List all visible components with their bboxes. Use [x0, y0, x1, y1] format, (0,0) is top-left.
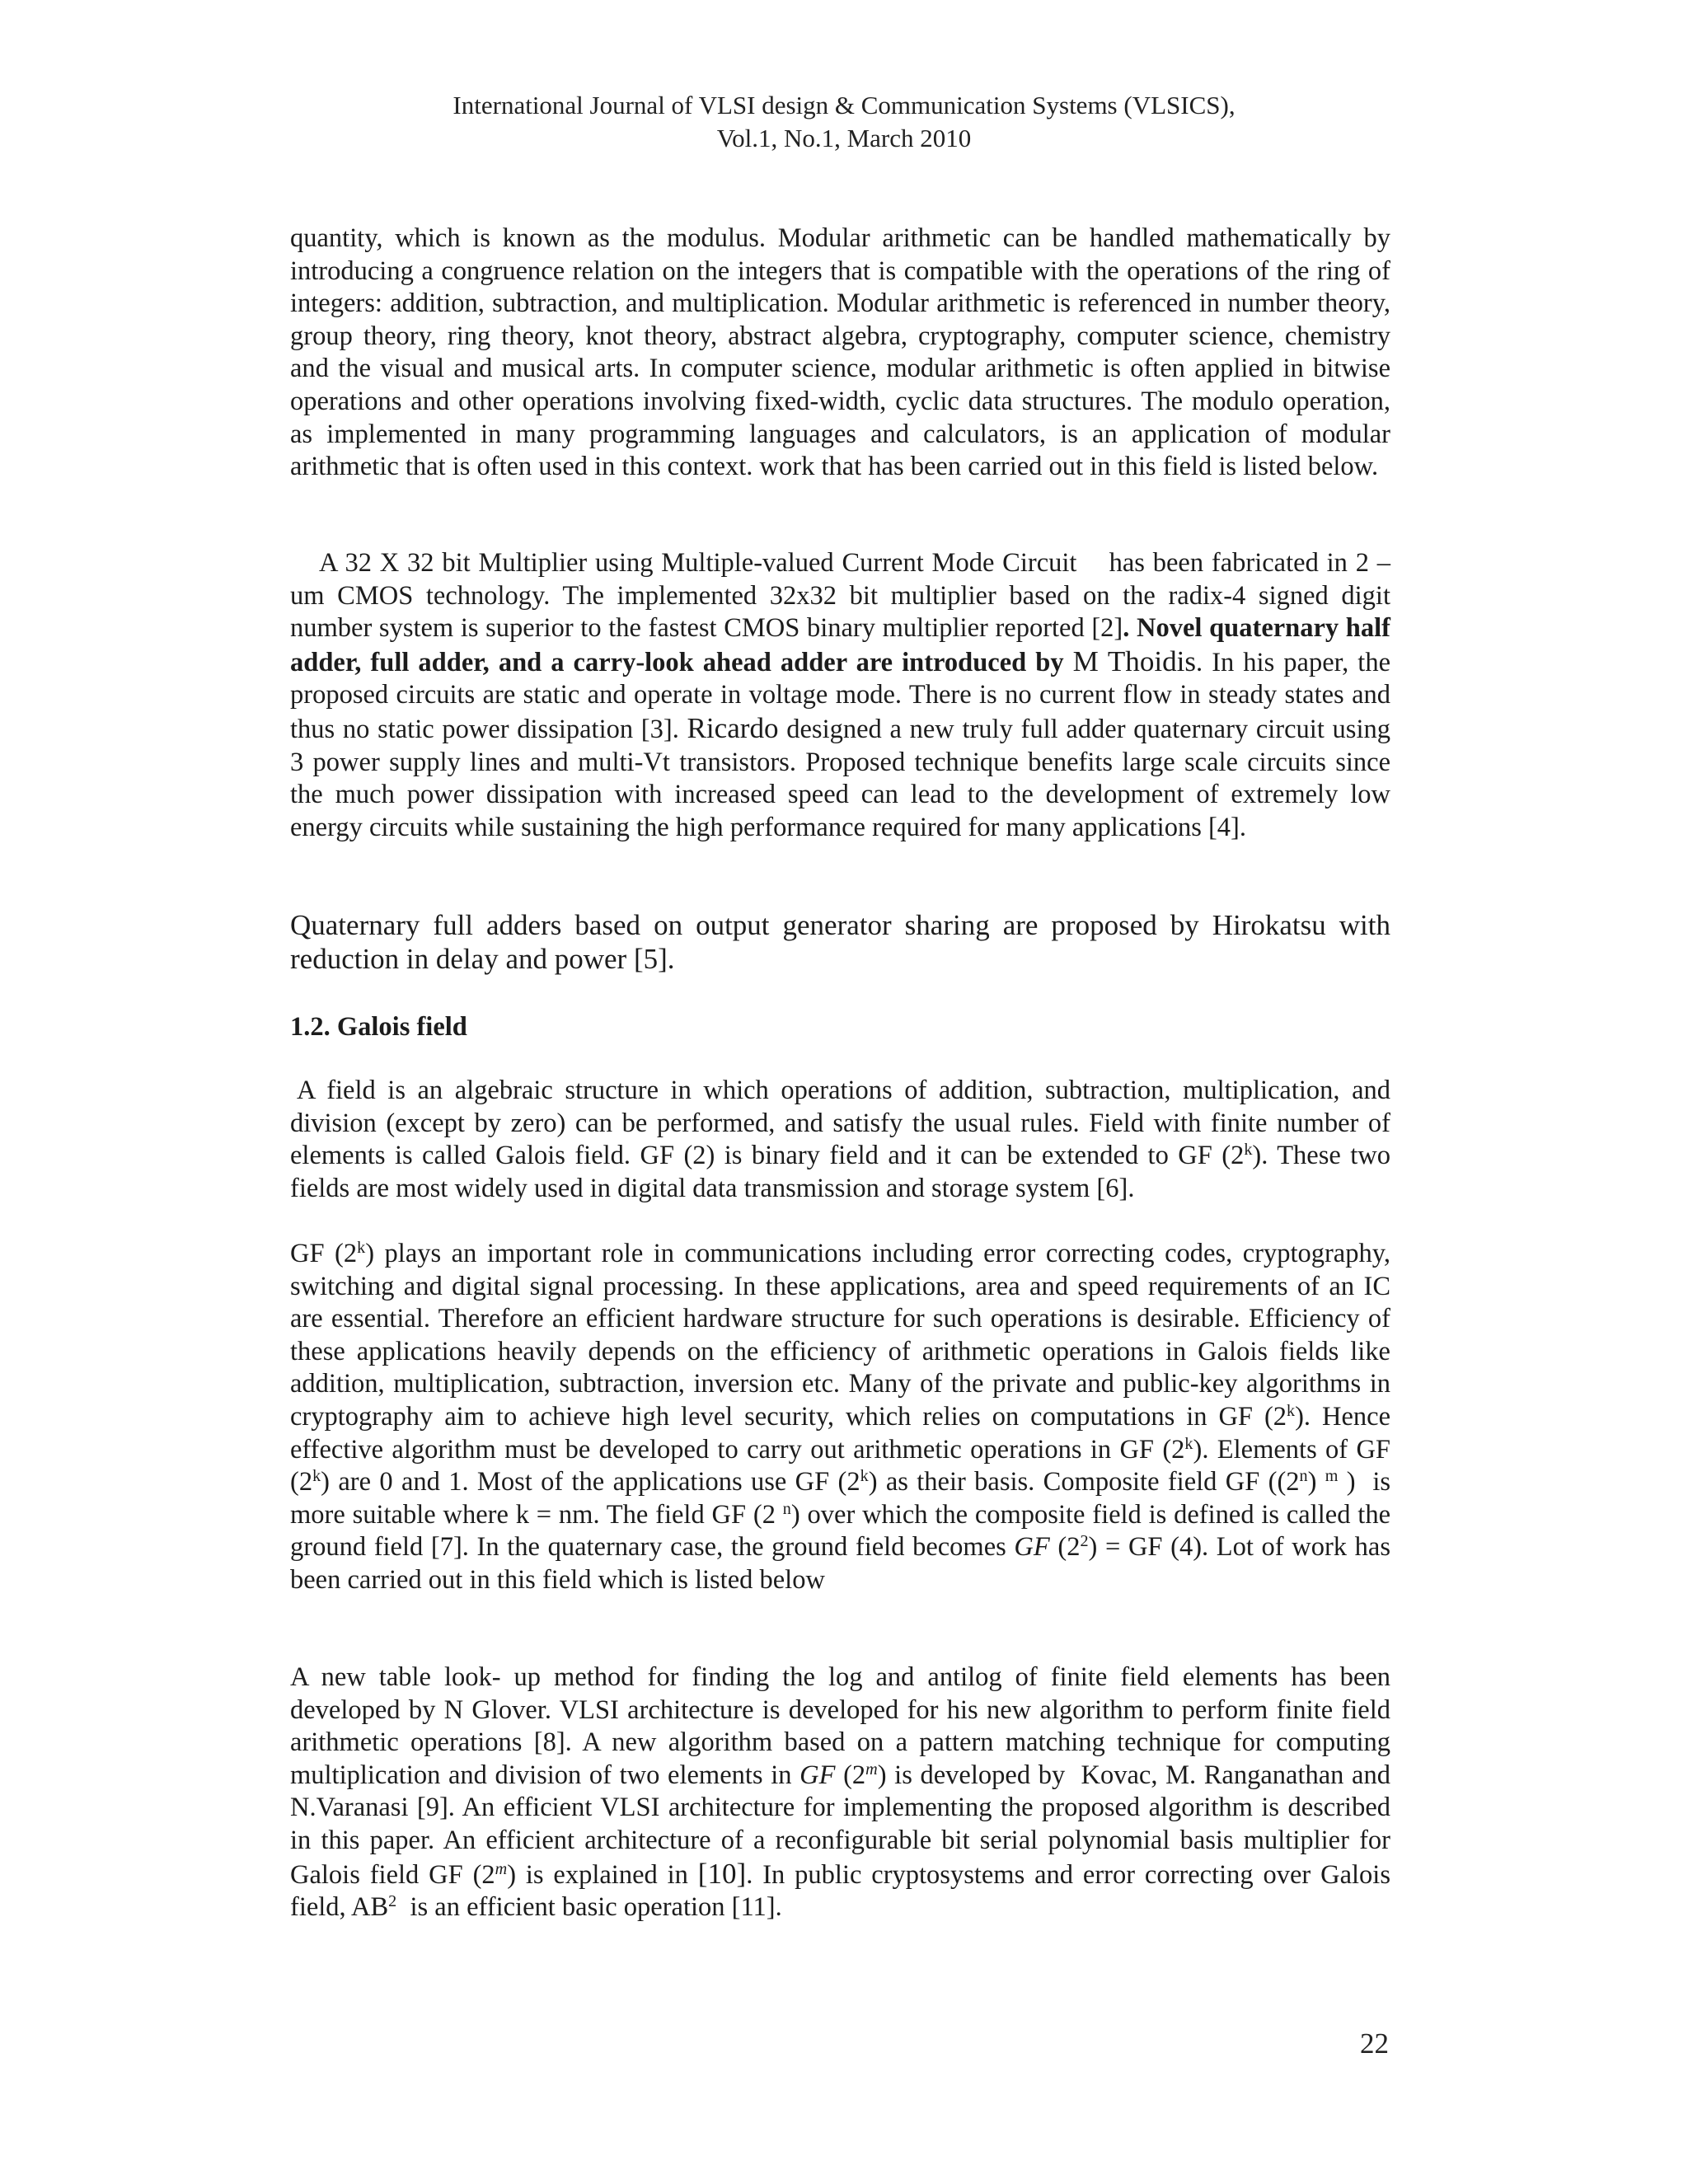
text-span: (2	[835, 1760, 866, 1790]
related-work-block	[290, 1661, 1390, 1924]
text-span: ) as their basis. Composite field GF ((2	[868, 1467, 1300, 1497]
gf2k-block	[290, 1238, 1390, 1597]
paragraph-related-work	[290, 1661, 1390, 1924]
text-span-bold-period: . Novel quaternary half adder, full adder, and a carry-look ahead adder are introduced by	[290, 613, 1390, 677]
superscript: k	[860, 1467, 869, 1486]
superscript: k	[312, 1467, 321, 1486]
text-span: . In public cryptosystems and error correcting over Galois field, AB	[290, 1859, 1390, 1923]
text-span: . In his paper, the proposed circuits are static and operate in voltage mode. There is no current flow in steady states and thus no static power dissipation [3].	[290, 647, 1391, 744]
superscript: k	[1287, 1401, 1296, 1420]
hirokatsu-paragraph	[290, 908, 1390, 976]
superscript: k	[1244, 1141, 1253, 1160]
superscript: 2	[1080, 1532, 1089, 1551]
modulus-paragraph	[290, 223, 1390, 484]
superscript: 2	[388, 1892, 397, 1911]
author-name-thoidis: M Thoidis	[1072, 644, 1197, 677]
author-name-ricardo: Ricardo	[687, 711, 779, 744]
journal-header	[0, 89, 1688, 155]
paragraph-quaternary-circuits	[290, 547, 1390, 844]
section-heading-galois-field: 1.2. Galois field	[290, 1012, 467, 1042]
page-number: 22	[1360, 2027, 1389, 2060]
text-span: ) is developed by Kovac, M. Ranganathan and N.Varanasi [9]. An efficient VLSI architecture for implementing the proposed algorithm is described in this paper. An efficient architecture of a reconfigurable bit serial polynomial basis multiplier for Galois field GF (2	[290, 1760, 1390, 1890]
text-span: A 32 X 32 bit Multiplier using Multiple-valued Current Mode Circuit has been fabricated in 2 –um CMOS technology. The implemented 32x32 bit multiplier based on the radix-4 signed digit number system is superior to the fastest CMOS binary multiplier reported [2]	[290, 548, 1390, 644]
text-span: ) over which the composite field is defined is called the ground field [7]. In the quaternary case, the ground field becomes	[290, 1499, 1390, 1563]
reference-10: [10]	[697, 1857, 747, 1890]
superscript: k	[357, 1238, 366, 1257]
superscript: n	[782, 1499, 791, 1518]
text-span: ). These two fields are most widely used in digital data transmission and storage system [6].	[290, 1141, 1390, 1203]
superscript-italic: m	[495, 1859, 508, 1878]
superscript: n	[1299, 1467, 1308, 1486]
text-span: designed a new truly full adder quaternary circuit using 3 power supply lines and multi-Vt transistors. Proposed technique benefits large scale circuits since the much power dissipation with increased speed can lead to the development of extremely low energy circuits while sustaining the high performance required for many applications [4].	[290, 714, 1390, 842]
text-span: GF (2	[290, 1239, 358, 1268]
superscript: m	[1325, 1467, 1339, 1486]
text-span: A new table look- up method for finding the log and antilog of finite field elements has been developed by N Glover. VLSI architecture is developed for his new algorithm to perform finite field arithmetic operations [8]. A new algorithm based on a pattern matching technique for computing multiplication and division of two elements in	[290, 1662, 1390, 1790]
paragraph-modular-arithmetic: quantity, which is known as the modulus. Modular arithmetic can be handled mathematically by introducing a congruence relation on the integers that is compatible with the operations of the ring of integers: addition, subtraction, and multiplication. Modular arithmetic is referenced in number theory, group theory, ring theory, knot theory, abstract algebra, cryptography, computer science, chemistry and the visual and musical arts. In computer science, modular arithmetic is often applied in bitwise operations and other operations involving fixed-width, cyclic data structures. The modulo operation, as implemented in many programming languages and calculators, is an application of modular arithmetic that is often used in this context. work that has been carried out in this field is listed below.	[290, 223, 1390, 482]
text-span: ) = GF (4). Lot of work has been carried out in this field which is listed below	[290, 1532, 1391, 1595]
italic-gf: GF	[799, 1760, 836, 1790]
journal-header-line2: Vol.1, No.1, March 2010	[716, 124, 972, 152]
text-span: A field is an algebraic structure in which operations of addition, subtraction, multiplication, and division (except by zero) can be performed, and satisfy the usual rules. Field with finite number of elements is called Galois field. GF (2) is binary field and it can be extended to GF (2	[290, 1076, 1390, 1171]
superscript-italic: m	[865, 1760, 878, 1779]
paragraph-gf2k-applications	[290, 1238, 1390, 1597]
text-span: ) is more suitable where k = nm. The field GF (2	[290, 1467, 1390, 1530]
text-span: ). Hence effective algorithm must be developed to carry out arithmetic operations in GF (2	[290, 1401, 1391, 1465]
text-span: (2	[1049, 1532, 1081, 1563]
galois-heading-block	[290, 1010, 1390, 1043]
text-span: ) is explained in	[507, 1859, 698, 1890]
text-span: ). Elements of GF (2	[290, 1434, 1390, 1497]
paragraph-full-adders: Quaternary full adders based on output generator sharing are proposed by Hirokatsu with reduction in delay and power [5].	[290, 909, 1390, 975]
text-span: ) are 0 and 1. Most of the applications use GF (2	[321, 1467, 860, 1497]
paragraph-field-definition	[290, 1075, 1390, 1205]
text-span: is an efficient basic operation [11].	[396, 1892, 782, 1923]
text-span: ) plays an important role in communications including error correcting codes, cryptography, switching and digital signal processing. In these applications, area and speed requirements of an IC are essential. Therefore an efficient hardware structure for such operations is desirable. Efficiency of these applications heavily depends on the efficiency of arithmetic operations in Galois fields like addition, multiplication, subtraction, inversion etc. Many of the private and public-key algorithms in cryptography aim to achieve high level security, which relies on computations in GF (2	[290, 1239, 1390, 1432]
italic-gf: GF	[1014, 1532, 1050, 1563]
journal-header-line1: International Journal of VLSI design & Communication Systems (VLSICS),	[452, 91, 1236, 120]
text-span: )	[1307, 1467, 1325, 1497]
galois-definition-block	[290, 1075, 1390, 1205]
superscript: k	[1184, 1434, 1193, 1453]
multiplier-paragraph	[290, 547, 1390, 844]
